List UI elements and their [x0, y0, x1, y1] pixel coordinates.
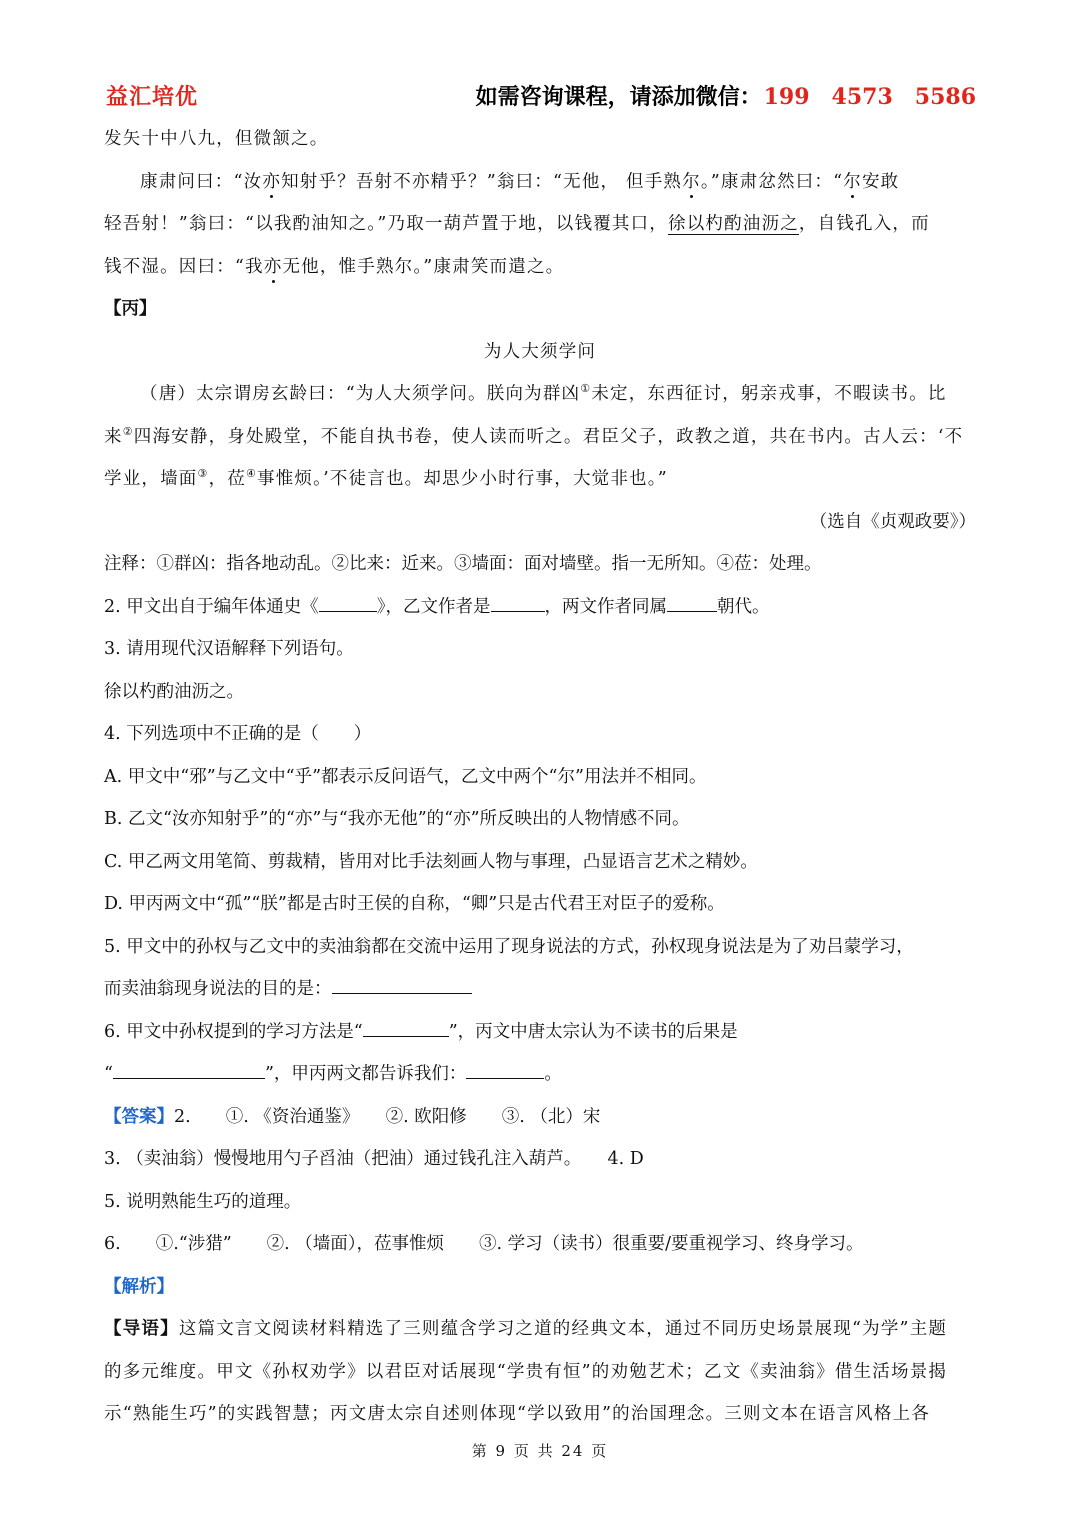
question-6-cont: “ ”，甲丙两文都告诉我们： 。	[104, 1053, 976, 1096]
text-line: 发矢十中八九，但微颔之。	[104, 129, 329, 149]
option-c: C. 甲乙两文用笔简、剪裁精，皆用对比手法刻画人物与事理，凸显语言艺术之精妙。	[104, 851, 758, 872]
section-label: 【丙】	[104, 299, 157, 319]
question-3: 3. 请用现代汉语解释下列语句。	[104, 639, 354, 659]
answer-tag: 【答案】	[104, 1106, 174, 1127]
underlined-sentence: 徐以杓酌油沥之	[668, 214, 799, 234]
text-line: （唐）太宗谓房玄龄曰：“为人大须学问。朕向为群凶①未定，东西征讨，躬亲戎事，不暇读书。比	[140, 382, 947, 404]
annotation-line: 注释：①群凶：指各地动乱。②比来：近来。③墙面：面对墙壁。指一无所知。④莅：处理。	[104, 554, 822, 574]
answer-line: 5. 说明熟能生巧的道理。	[104, 1191, 302, 1212]
answer-line: 6. ①.“涉猎” ②. （墙面），莅事惟烦 ③. 学习（读书）很重要/要重视学习、终身学习。	[104, 1234, 864, 1254]
option-d: D. 甲丙两文中“孤”“朕”都是古时王侯的自称，“卿”只是古代君王对臣子的爱称。	[104, 894, 725, 914]
brand-name: 益汇培优	[106, 84, 199, 110]
question-5-cont: 而卖油翁现身说法的目的是：	[104, 968, 976, 1011]
analysis-line: 的多元维度。甲文《孙权劝学》以君臣对话展现“学贵有恒”的劝勉艺术；乙文《卖油翁》借生活场景揭	[104, 1361, 948, 1382]
text-line: 钱不湿。因曰：“我亦无他，惟手熟尔。”康肃笑而遣之。	[104, 256, 565, 277]
answer-line: 3. （卖油翁）慢慢地用勺子舀油（把油）通过钱孔注入葫芦。 4. D	[104, 1149, 644, 1169]
passage-title: 为人大须学问	[483, 341, 597, 362]
answer-line: 【答案】2. ①. 《资治通鉴》 ②. 欧阳修 ③. （北）宋	[104, 1106, 601, 1127]
analysis-tag: 【解析】	[104, 1276, 174, 1297]
page-number: 第 9 页 共 24 页	[471, 1442, 609, 1460]
analysis-line: 【导语】这篇文言文阅读材料精选了三则蕴含学习之道的经典文本，通过不同历史场景展现“为学”主题	[104, 1319, 948, 1339]
phone-part: 4573	[831, 84, 893, 110]
text-line: 康肃问曰：“汝亦知射乎？吾射不亦精乎？”翁曰：“无他， 但手熟尔。”康肃忿然曰：“尔安敢	[140, 171, 900, 192]
source-citation: （选自《贞观政要》）	[809, 511, 976, 532]
contact-info	[476, 80, 976, 111]
question-2: 2. 甲文出自于编年体通史《 》，乙文作者是 ，两文作者同属 朝代。	[104, 586, 976, 629]
text-line: 轻吾射！”翁曰：“以我酌油知之。”乃取一葫芦置于地，以钱覆其口，徐以杓酌油沥之，自钱孔入，而	[104, 214, 930, 234]
contact-label: 如需咨询课程，请添加微信：	[475, 84, 762, 110]
option-b: B. 乙文“汝亦知射乎”的“亦”与“我亦无他”的“亦”所反映出的人物情感不同。	[104, 809, 690, 829]
question-3-sentence: 徐以杓酌油沥之。	[104, 681, 244, 702]
text-line: 学业，墙面③，莅④事惟烦。’不徒言也。却思少小时行事，大觉非也。”	[104, 467, 668, 489]
question-6: 6. 甲文中孙权提到的学习方法是“ ”，丙文中唐太宗认为不读书的后果是	[104, 1011, 976, 1054]
option-a: A. 甲文中“邪”与乙文中“乎”都表示反问语气，乙文中两个“尔”用法并不相同。	[104, 766, 707, 787]
phone-part: 5586	[914, 84, 976, 110]
question-5: 5. 甲文中的孙权与乙文中的卖油翁都在交流中运用了现身说法的方式，孙权现身说法是为了劝吕蒙学习，	[104, 936, 914, 957]
phone-number	[764, 84, 976, 110]
analysis-line: 示“熟能生巧”的实践智慧；丙文唐太宗自述则体现“学以致用”的治国理念。三则文本在语言风格上各	[104, 1404, 930, 1424]
main-text	[104, 118, 976, 1436]
phone-part: 199	[763, 84, 810, 110]
text-line: 来②四海安静，身处殿堂，不能自执书卷，使人读而听之。君臣父子，政教之道，共在书内。古人云：‘不	[104, 424, 964, 447]
question-4: 4. 下列选项中不正确的是（ ）	[104, 724, 372, 744]
